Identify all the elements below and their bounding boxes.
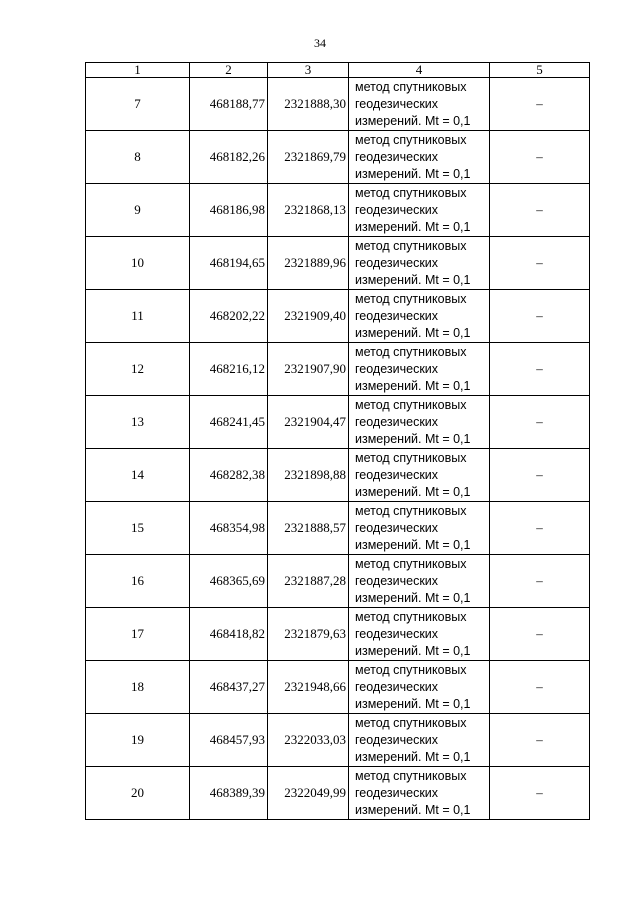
- method-line: метод спутниковых: [355, 503, 467, 518]
- method-line: геодезических: [355, 467, 439, 482]
- note-cell: –: [490, 184, 590, 237]
- note-cell: –: [490, 290, 590, 343]
- method-line: метод спутниковых: [355, 291, 467, 306]
- x-coordinate-cell: 468194,65: [190, 237, 268, 290]
- y-coordinate-cell: 2321888,30: [268, 78, 349, 131]
- method-line: измерений. Mt = 0,1: [355, 378, 471, 393]
- point-number-cell: 13: [86, 396, 190, 449]
- note-cell: –: [490, 343, 590, 396]
- header-row: [86, 63, 590, 78]
- method-line: геодезических: [355, 414, 439, 429]
- method-line: метод спутниковых: [355, 768, 467, 783]
- method-line: геодезических: [355, 361, 439, 376]
- table-row: [86, 184, 590, 237]
- method-line: геодезических: [355, 255, 439, 270]
- method-line: геодезических: [355, 202, 439, 217]
- method-line: метод спутниковых: [355, 132, 467, 147]
- method-line: геодезических: [355, 785, 439, 800]
- point-number-cell: 11: [86, 290, 190, 343]
- point-number-cell: 8: [86, 131, 190, 184]
- y-coordinate-cell: 2321907,90: [268, 343, 349, 396]
- x-coordinate-cell: 468418,82: [190, 608, 268, 661]
- note-cell: –: [490, 131, 590, 184]
- table-row: [86, 767, 590, 820]
- point-number-cell: 10: [86, 237, 190, 290]
- note-cell: –: [490, 502, 590, 555]
- method-line: измерений. Mt = 0,1: [355, 431, 471, 446]
- method-cell: [349, 449, 490, 502]
- x-coordinate-cell: 468354,98: [190, 502, 268, 555]
- point-number-cell: 16: [86, 555, 190, 608]
- header-col-1: 1: [86, 63, 190, 78]
- method-cell: [349, 661, 490, 714]
- note-cell: –: [490, 555, 590, 608]
- y-coordinate-cell: 2322049,99: [268, 767, 349, 820]
- x-coordinate-cell: 468437,27: [190, 661, 268, 714]
- method-line: измерений. Mt = 0,1: [355, 166, 471, 181]
- method-cell: [349, 184, 490, 237]
- table-row: [86, 396, 590, 449]
- coordinates-table: [85, 62, 590, 820]
- method-line: метод спутниковых: [355, 397, 467, 412]
- method-cell: [349, 714, 490, 767]
- table-header: [86, 63, 590, 78]
- point-number-cell: 18: [86, 661, 190, 714]
- header-col-3: 3: [268, 63, 349, 78]
- method-cell: [349, 502, 490, 555]
- method-line: метод спутниковых: [355, 556, 467, 571]
- x-coordinate-cell: 468365,69: [190, 555, 268, 608]
- header-col-2: 2: [190, 63, 268, 78]
- point-number-cell: 19: [86, 714, 190, 767]
- x-coordinate-cell: 468188,77: [190, 78, 268, 131]
- method-line: геодезических: [355, 573, 439, 588]
- point-number-cell: 9: [86, 184, 190, 237]
- table-row: [86, 714, 590, 767]
- y-coordinate-cell: 2321898,88: [268, 449, 349, 502]
- method-line: геодезических: [355, 626, 439, 641]
- method-line: измерений. Mt = 0,1: [355, 696, 471, 711]
- method-line: измерений. Mt = 0,1: [355, 484, 471, 499]
- method-cell: [349, 396, 490, 449]
- method-line: геодезических: [355, 732, 439, 747]
- y-coordinate-cell: 2321888,57: [268, 502, 349, 555]
- x-coordinate-cell: 468216,12: [190, 343, 268, 396]
- page-number: 34: [314, 36, 326, 50]
- table-row: [86, 290, 590, 343]
- point-number-cell: 20: [86, 767, 190, 820]
- table-row: [86, 343, 590, 396]
- method-line: геодезических: [355, 96, 439, 111]
- table-body: [86, 78, 590, 820]
- method-cell: [349, 608, 490, 661]
- header-col-4: 4: [349, 63, 490, 78]
- x-coordinate-cell: 468202,22: [190, 290, 268, 343]
- method-line: измерений. Mt = 0,1: [355, 325, 471, 340]
- method-cell: [349, 555, 490, 608]
- method-line: измерений. Mt = 0,1: [355, 749, 471, 764]
- method-line: геодезических: [355, 308, 439, 323]
- table-row: [86, 237, 590, 290]
- method-line: измерений. Mt = 0,1: [355, 113, 471, 128]
- point-number-cell: 7: [86, 78, 190, 131]
- y-coordinate-cell: 2321887,28: [268, 555, 349, 608]
- note-cell: –: [490, 714, 590, 767]
- y-coordinate-cell: 2322033,03: [268, 714, 349, 767]
- point-number-cell: 12: [86, 343, 190, 396]
- y-coordinate-cell: 2321869,79: [268, 131, 349, 184]
- point-number-cell: 14: [86, 449, 190, 502]
- method-cell: [349, 290, 490, 343]
- method-line: измерений. Mt = 0,1: [355, 219, 471, 234]
- point-number-cell: 17: [86, 608, 190, 661]
- method-cell: [349, 237, 490, 290]
- point-number-cell: 15: [86, 502, 190, 555]
- method-line: измерений. Mt = 0,1: [355, 590, 471, 605]
- x-coordinate-cell: 468241,45: [190, 396, 268, 449]
- x-coordinate-cell: 468389,39: [190, 767, 268, 820]
- method-line: метод спутниковых: [355, 450, 467, 465]
- table-row: [86, 449, 590, 502]
- table-row: [86, 555, 590, 608]
- y-coordinate-cell: 2321889,96: [268, 237, 349, 290]
- note-cell: –: [490, 608, 590, 661]
- method-line: метод спутниковых: [355, 79, 467, 94]
- method-cell: [349, 343, 490, 396]
- method-line: метод спутниковых: [355, 609, 467, 624]
- table-row: [86, 78, 590, 131]
- method-line: геодезических: [355, 520, 439, 535]
- note-cell: –: [490, 396, 590, 449]
- method-line: измерений. Mt = 0,1: [355, 537, 471, 552]
- x-coordinate-cell: 468186,98: [190, 184, 268, 237]
- y-coordinate-cell: 2321879,63: [268, 608, 349, 661]
- method-line: метод спутниковых: [355, 662, 467, 677]
- method-cell: [349, 131, 490, 184]
- method-line: метод спутниковых: [355, 238, 467, 253]
- method-line: геодезических: [355, 149, 439, 164]
- note-cell: –: [490, 449, 590, 502]
- method-line: метод спутниковых: [355, 344, 467, 359]
- x-coordinate-cell: 468182,26: [190, 131, 268, 184]
- method-cell: [349, 78, 490, 131]
- method-line: измерений. Mt = 0,1: [355, 802, 471, 817]
- note-cell: –: [490, 78, 590, 131]
- note-cell: –: [490, 767, 590, 820]
- method-line: метод спутниковых: [355, 185, 467, 200]
- table-row: [86, 131, 590, 184]
- x-coordinate-cell: 468457,93: [190, 714, 268, 767]
- method-line: геодезических: [355, 679, 439, 694]
- method-line: измерений. Mt = 0,1: [355, 643, 471, 658]
- x-coordinate-cell: 468282,38: [190, 449, 268, 502]
- table-row: [86, 608, 590, 661]
- note-cell: –: [490, 237, 590, 290]
- table-row: [86, 661, 590, 714]
- y-coordinate-cell: 2321909,40: [268, 290, 349, 343]
- y-coordinate-cell: 2321904,47: [268, 396, 349, 449]
- y-coordinate-cell: 2321948,66: [268, 661, 349, 714]
- table-row: [86, 502, 590, 555]
- header-col-5: 5: [490, 63, 590, 78]
- note-cell: –: [490, 661, 590, 714]
- method-line: измерений. Mt = 0,1: [355, 272, 471, 287]
- method-line: метод спутниковых: [355, 715, 467, 730]
- y-coordinate-cell: 2321868,13: [268, 184, 349, 237]
- method-cell: [349, 767, 490, 820]
